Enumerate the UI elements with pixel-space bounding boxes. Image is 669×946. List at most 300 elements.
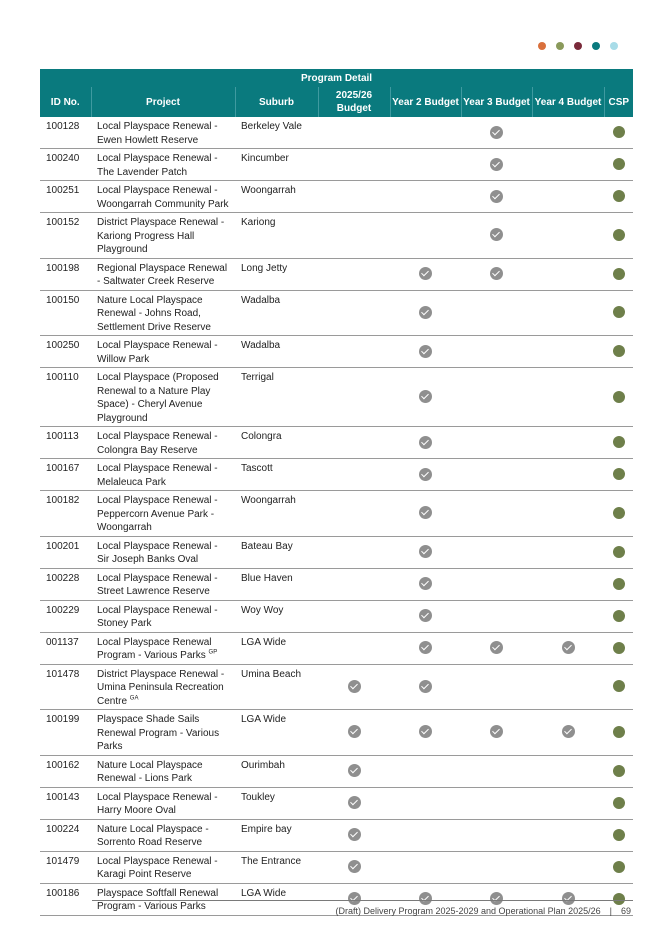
- cell-y1-budget: [318, 491, 390, 537]
- cell-suburb: [235, 181, 318, 213]
- cell-suburb-text: Kariong: [241, 217, 276, 228]
- cell-csp: [604, 710, 633, 756]
- cell-project-text: Nature Local Playspace Renewal - Johns Road, Settlement Drive Reserve: [97, 294, 211, 333]
- check-icon: [419, 267, 432, 280]
- cell-suburb-text: Terrigal: [241, 372, 274, 383]
- table-row: [40, 149, 633, 181]
- cell-project-text: Local Playspace Renewal - Melaleuca Park: [97, 463, 218, 488]
- cell-y3-budget: [461, 600, 532, 632]
- cell-suburb: [235, 459, 318, 491]
- cell-suburb: [235, 819, 318, 851]
- cell-y3-budget: [461, 664, 532, 710]
- csp-dot-icon: [613, 829, 625, 841]
- cell-project: [91, 290, 235, 336]
- cell-y3-budget: [461, 632, 532, 664]
- cell-y2-budget: [390, 117, 461, 149]
- cell-suburb-text: LGA Wide: [241, 887, 287, 899]
- cell-id-text: 100201: [46, 540, 80, 552]
- cell-y3-budget: [461, 459, 532, 491]
- cell-id-text: 001137: [46, 636, 79, 648]
- csp-dot-icon: [613, 158, 625, 170]
- csp-dot-icon: [613, 893, 625, 905]
- cell-y3-budget: [461, 117, 532, 149]
- cell-id-text: 100251: [46, 185, 80, 196]
- cell-y1-budget: [318, 213, 390, 259]
- cell-project: [91, 459, 235, 491]
- cell-csp: [604, 213, 633, 259]
- cell-project: [91, 664, 235, 710]
- cell-id: [40, 787, 91, 819]
- cell-id-text: 100240: [46, 153, 80, 164]
- footer-divider: [92, 900, 633, 901]
- cell-id-text: 100152: [46, 217, 80, 228]
- cell-y1-budget: [318, 149, 390, 181]
- cell-id-text: 101478: [46, 668, 80, 680]
- cell-suburb: [235, 336, 318, 368]
- cell-y4-budget: [532, 290, 604, 336]
- cell-suburb: [235, 536, 318, 568]
- cell-project-text: District Playspace Renewal - Kariong Progress Hall Playground: [97, 217, 225, 255]
- cell-y2-budget: [390, 368, 461, 427]
- cell-y2-budget: [390, 787, 461, 819]
- cell-csp: [604, 664, 633, 710]
- check-icon: [562, 641, 575, 654]
- program-detail-rows: [40, 117, 633, 915]
- cell-project-text: Local Playspace (Proposed Renewal to a Nature Play Space) - Cheryl Avenue Playground: [97, 372, 219, 424]
- cell-suburb: [235, 117, 318, 149]
- cell-suburb-text: Wadalba: [241, 340, 281, 351]
- cell-project-text: Local Playspace Renewal - Willow Park: [97, 340, 218, 365]
- cell-id-text: 100113: [46, 431, 79, 442]
- cell-project: [91, 536, 235, 568]
- check-icon: [490, 725, 503, 738]
- cell-y2-budget: [390, 819, 461, 851]
- check-icon: [348, 725, 361, 738]
- cell-csp: [604, 117, 633, 149]
- table-row: [40, 632, 633, 664]
- cell-project: [91, 755, 235, 787]
- table-row: [40, 290, 633, 336]
- cell-csp: [604, 536, 633, 568]
- cell-y1-budget: [318, 632, 390, 664]
- cell-y4-budget: [532, 851, 604, 883]
- cell-project-text: Local Playspace Renewal - Woongarrah Community Park: [97, 185, 229, 210]
- cell-y2-budget: [390, 491, 461, 537]
- csp-dot-icon: [613, 610, 625, 622]
- cell-y4-budget: [532, 664, 604, 710]
- cell-project: [91, 427, 235, 459]
- cell-y3-budget: [461, 755, 532, 787]
- cell-suburb-text: The Entrance: [241, 855, 302, 867]
- cell-csp: [604, 149, 633, 181]
- decor-dot-light-blue: [610, 42, 618, 50]
- csp-dot-icon: [613, 797, 625, 809]
- cell-y4-budget: [532, 368, 604, 427]
- cell-csp: [604, 600, 633, 632]
- table-row: [40, 336, 633, 368]
- cell-suburb-text: Woongarrah: [241, 495, 296, 506]
- cell-y2-budget: [390, 600, 461, 632]
- cell-y4-budget: [532, 336, 604, 368]
- cell-id: [40, 664, 91, 710]
- cell-y4-budget: [532, 632, 604, 664]
- csp-dot-icon: [613, 268, 625, 280]
- program-detail-group-header: Program Detail: [40, 69, 633, 87]
- cell-y3-budget: [461, 568, 532, 600]
- cell-y4-budget: [532, 787, 604, 819]
- cell-id-text: 100186: [46, 887, 80, 899]
- cell-y1-budget: [318, 258, 390, 290]
- cell-y2-budget: [390, 851, 461, 883]
- table-row: [40, 427, 633, 459]
- cell-project: [91, 600, 235, 632]
- cell-y3-budget: [461, 258, 532, 290]
- cell-id-text: 100182: [46, 495, 80, 506]
- cell-y4-budget: [532, 819, 604, 851]
- column-header-id: ID No.: [40, 87, 91, 117]
- table-row: [40, 491, 633, 537]
- cell-y3-budget: [461, 290, 532, 336]
- table-row: [40, 258, 633, 290]
- cell-y1-budget: [318, 368, 390, 427]
- table-row: [40, 568, 633, 600]
- check-icon: [562, 892, 575, 905]
- cell-y1-budget: [318, 787, 390, 819]
- cell-suburb: [235, 710, 318, 756]
- cell-id-text: 100162: [46, 759, 80, 771]
- cell-y2-budget: [390, 632, 461, 664]
- cell-id-text: 100128: [46, 121, 80, 132]
- csp-dot-icon: [613, 190, 625, 202]
- cell-y1-budget: [318, 568, 390, 600]
- check-icon: [490, 190, 503, 203]
- cell-id: [40, 568, 91, 600]
- cell-y1-budget: [318, 427, 390, 459]
- cell-y3-budget: [461, 149, 532, 181]
- cell-suburb-text: Toukley: [241, 791, 275, 803]
- cell-id-text: 100143: [46, 791, 80, 803]
- footer-separator: |: [609, 906, 612, 916]
- cell-y4-budget: [532, 181, 604, 213]
- cell-y4-budget: [532, 536, 604, 568]
- check-icon: [348, 764, 361, 777]
- decor-dot-teal: [592, 42, 600, 50]
- column-header-2025-26-budget: 2025/26 Budget: [318, 87, 390, 117]
- table-row: [40, 787, 633, 819]
- cell-suburb: [235, 258, 318, 290]
- check-icon: [348, 860, 361, 873]
- csp-dot-icon: [613, 765, 625, 777]
- csp-dot-icon: [613, 546, 625, 558]
- cell-id-text: 100199: [46, 714, 80, 725]
- csp-dot-icon: [613, 345, 625, 357]
- table-row: [40, 664, 633, 710]
- cell-y1-budget: [318, 755, 390, 787]
- cell-project-text: Local Playspace Renewal - Sir Joseph Banks Oval: [97, 540, 218, 565]
- cell-id-text: 100224: [46, 823, 80, 835]
- csp-dot-icon: [613, 126, 625, 138]
- cell-project-text: Local Playspace Renewal - Colongra Bay Reserve: [97, 431, 218, 456]
- cell-y1-budget: [318, 536, 390, 568]
- cell-csp: [604, 851, 633, 883]
- cell-suburb: [235, 755, 318, 787]
- cell-csp: [604, 568, 633, 600]
- cell-project-text: Local Playspace Renewal - Stoney Park: [97, 604, 218, 629]
- check-icon: [419, 436, 432, 449]
- cell-y2-budget: [390, 536, 461, 568]
- check-icon: [419, 609, 432, 622]
- cell-y2-budget: [390, 213, 461, 259]
- cell-id: [40, 536, 91, 568]
- cell-csp: [604, 787, 633, 819]
- cell-project-text: Local Playspace Renewal Program - Various Parks: [97, 636, 212, 661]
- cell-y3-budget: [461, 491, 532, 537]
- cell-project-text: Nature Local Playspace Renewal - Lions Park: [97, 759, 203, 784]
- cell-project-text: Playspace Softfall Renewal Program - Various Parks: [97, 887, 219, 912]
- decorative-dots: [538, 42, 618, 50]
- cell-id: [40, 851, 91, 883]
- cell-y2-budget: [390, 336, 461, 368]
- csp-dot-icon: [613, 861, 625, 873]
- cell-y4-budget: [532, 710, 604, 756]
- cell-y3-budget: [461, 536, 532, 568]
- cell-y1-budget: [318, 664, 390, 710]
- cell-suburb: [235, 149, 318, 181]
- program-detail-table: [40, 69, 633, 916]
- check-icon: [419, 577, 432, 590]
- csp-dot-icon: [613, 642, 625, 654]
- cell-project-text: Nature Local Playspace - Sorrento Road Reserve: [97, 823, 209, 848]
- csp-dot-icon: [613, 468, 625, 480]
- check-icon: [419, 641, 432, 654]
- cell-id-text: 100167: [46, 463, 80, 474]
- check-icon: [490, 126, 503, 139]
- cell-suburb: [235, 600, 318, 632]
- cell-project-text: Local Playspace Renewal - Ewen Howlett Reserve: [97, 121, 218, 146]
- cell-y4-budget: [532, 755, 604, 787]
- cell-suburb: [235, 568, 318, 600]
- check-icon: [490, 228, 503, 241]
- check-icon: [419, 725, 432, 738]
- cell-id: [40, 290, 91, 336]
- cell-id-text: 100229: [46, 604, 80, 616]
- cell-y3-budget: [461, 181, 532, 213]
- cell-id: [40, 427, 91, 459]
- cell-project-text: Regional Playspace Renewal - Saltwater Creek Reserve: [97, 262, 228, 287]
- cell-project: [91, 117, 235, 149]
- cell-project-text: Playspace Shade Sails Renewal Program - Various Parks: [97, 714, 220, 752]
- cell-suburb: [235, 290, 318, 336]
- cell-csp: [604, 368, 633, 427]
- check-icon: [419, 306, 432, 319]
- cell-project: [91, 258, 235, 290]
- cell-y2-budget: [390, 459, 461, 491]
- cell-y4-budget: [532, 491, 604, 537]
- column-header-project: Project: [91, 87, 235, 117]
- cell-csp: [604, 819, 633, 851]
- cell-project-text: Local Playspace Renewal - Street Lawrence Reserve: [97, 572, 218, 597]
- cell-id: [40, 710, 91, 756]
- table-row: [40, 600, 633, 632]
- footer-document-title: (Draft) Delivery Program 2025-2029 and Operational Plan 2025/26: [335, 906, 601, 916]
- column-header-year-2-budget: Year 2 Budget: [390, 87, 461, 117]
- cell-y4-budget: [532, 213, 604, 259]
- cell-csp: [604, 491, 633, 537]
- cell-y1-budget: [318, 181, 390, 213]
- cell-suburb-text: Long Jetty: [241, 262, 288, 274]
- cell-project: [91, 368, 235, 427]
- funding-superscript: GP: [208, 649, 218, 656]
- cell-id: [40, 181, 91, 213]
- cell-y3-budget: [461, 427, 532, 459]
- check-icon: [419, 468, 432, 481]
- cell-id-text: 100198: [46, 262, 80, 274]
- cell-y4-budget: [532, 568, 604, 600]
- funding-superscript: GA: [129, 695, 139, 702]
- cell-y1-budget: [318, 459, 390, 491]
- cell-id: [40, 336, 91, 368]
- csp-dot-icon: [613, 229, 625, 241]
- cell-csp: [604, 755, 633, 787]
- cell-project: [91, 632, 235, 664]
- cell-suburb: [235, 427, 318, 459]
- cell-y2-budget: [390, 258, 461, 290]
- cell-y3-budget: [461, 819, 532, 851]
- cell-y2-budget: [390, 755, 461, 787]
- cell-y2-budget: [390, 568, 461, 600]
- check-icon: [348, 680, 361, 693]
- check-icon: [490, 267, 503, 280]
- cell-y1-budget: [318, 710, 390, 756]
- check-icon: [348, 796, 361, 809]
- cell-suburb: [235, 491, 318, 537]
- cell-id: [40, 632, 91, 664]
- cell-y3-budget: [461, 213, 532, 259]
- cell-project: [91, 336, 235, 368]
- csp-dot-icon: [613, 436, 625, 448]
- cell-id: [40, 459, 91, 491]
- check-icon: [419, 390, 432, 403]
- cell-y4-budget: [532, 258, 604, 290]
- cell-id: [40, 755, 91, 787]
- cell-suburb-text: Empire bay: [241, 823, 292, 835]
- cell-suburb-text: Tascott: [241, 463, 273, 474]
- column-header-suburb: Suburb: [235, 87, 318, 117]
- cell-y2-budget: [390, 427, 461, 459]
- cell-project-text: Local Playspace Renewal - Harry Moore Oval: [97, 791, 218, 816]
- column-header-year-3-budget: Year 3 Budget: [461, 87, 532, 117]
- cell-id: [40, 213, 91, 259]
- csp-dot-icon: [613, 578, 625, 590]
- decor-dot-orange: [538, 42, 546, 50]
- cell-project: [91, 883, 235, 915]
- cell-project: [91, 787, 235, 819]
- table-row: [40, 213, 633, 259]
- cell-project: [91, 181, 235, 213]
- cell-suburb: [235, 883, 318, 915]
- cell-suburb: [235, 632, 318, 664]
- cell-project: [91, 149, 235, 181]
- cell-id-text: 101479: [46, 855, 80, 867]
- cell-y1-budget: [318, 600, 390, 632]
- check-icon: [419, 345, 432, 358]
- cell-y2-budget: [390, 710, 461, 756]
- cell-id-text: 100228: [46, 572, 80, 584]
- cell-suburb-text: Bateau Bay: [241, 540, 293, 552]
- check-icon: [348, 892, 361, 905]
- cell-suburb-text: Wadalba: [241, 294, 281, 306]
- cell-y1-budget: [318, 851, 390, 883]
- cell-y1-budget: [318, 117, 390, 149]
- check-icon: [490, 892, 503, 905]
- cell-suburb-text: Kincumber: [241, 153, 289, 164]
- table-row: [40, 181, 633, 213]
- cell-id-text: 100150: [46, 294, 80, 306]
- cell-suburb-text: Woy Woy: [241, 604, 284, 616]
- table-row: [40, 710, 633, 756]
- cell-y3-budget: [461, 710, 532, 756]
- cell-project-text: Local Playspace Renewal - Karagi Point Reserve: [97, 855, 218, 880]
- decor-dot-maroon: [574, 42, 582, 50]
- cell-id: [40, 491, 91, 537]
- cell-suburb-text: LGA Wide: [241, 714, 287, 725]
- cell-project: [91, 213, 235, 259]
- check-icon: [490, 158, 503, 171]
- table-row: [40, 459, 633, 491]
- cell-y1-budget: [318, 336, 390, 368]
- cell-csp: [604, 181, 633, 213]
- cell-y2-budget: [390, 664, 461, 710]
- cell-y4-budget: [532, 149, 604, 181]
- cell-y2-budget: [390, 290, 461, 336]
- column-header-csp: CSP: [604, 87, 633, 117]
- cell-id: [40, 883, 91, 915]
- table-row: [40, 819, 633, 851]
- cell-y4-budget: [532, 459, 604, 491]
- cell-id: [40, 819, 91, 851]
- table-row: [40, 368, 633, 427]
- csp-dot-icon: [613, 726, 625, 738]
- cell-project-text: Local Playspace Renewal - The Lavender Patch: [97, 153, 218, 178]
- table-row: [40, 117, 633, 149]
- cell-y2-budget: [390, 149, 461, 181]
- cell-project: [91, 491, 235, 537]
- cell-suburb-text: Blue Haven: [241, 572, 293, 584]
- cell-id-text: 100250: [46, 340, 80, 351]
- cell-project: [91, 568, 235, 600]
- cell-suburb: [235, 213, 318, 259]
- cell-suburb-text: LGA Wide: [241, 636, 287, 648]
- cell-id: [40, 368, 91, 427]
- cell-id: [40, 117, 91, 149]
- table-row: [40, 851, 633, 883]
- cell-project: [91, 710, 235, 756]
- csp-dot-icon: [613, 680, 625, 692]
- cell-y1-budget: [318, 290, 390, 336]
- cell-project: [91, 851, 235, 883]
- cell-suburb-text: Ourimbah: [241, 759, 285, 771]
- cell-suburb-text: Berkeley Vale: [241, 121, 302, 132]
- cell-suburb-text: Woongarrah: [241, 185, 296, 196]
- cell-id-text: 100110: [46, 372, 79, 383]
- csp-dot-icon: [613, 391, 625, 403]
- cell-id: [40, 600, 91, 632]
- table-row: [40, 536, 633, 568]
- cell-y3-budget: [461, 368, 532, 427]
- cell-y4-budget: [532, 117, 604, 149]
- cell-suburb: [235, 368, 318, 427]
- cell-id: [40, 258, 91, 290]
